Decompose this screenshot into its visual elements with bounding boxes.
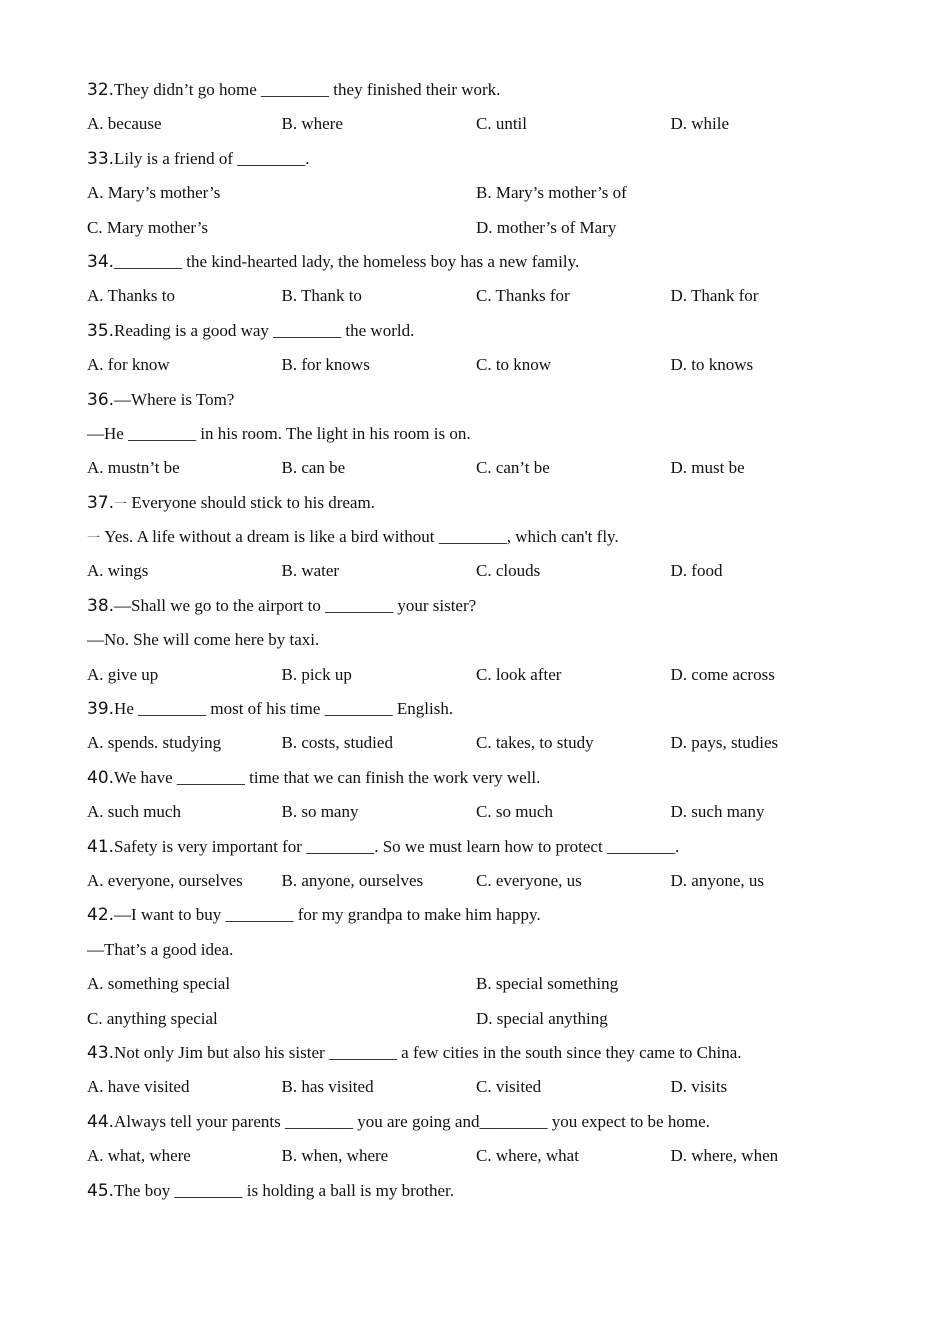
question-45	[87, 1174, 867, 1208]
question-32	[87, 73, 867, 142]
question-number: 35.	[87, 320, 115, 341]
question-38	[87, 589, 867, 692]
dialogue-dash: 一	[114, 496, 128, 512]
question-stem	[87, 830, 867, 864]
question-stem	[87, 589, 867, 623]
answer-option: C. look after	[476, 664, 562, 684]
stem-text: ________ the kind-hearted lady, the homeless boy has a new family.	[114, 251, 580, 271]
question-number: 43.	[87, 1042, 115, 1063]
question-number: 40.	[87, 767, 115, 788]
question-stem	[87, 1036, 867, 1070]
answer-option: D. to knows	[670, 355, 754, 375]
options-row	[87, 554, 867, 588]
question-39	[87, 692, 867, 761]
stem-text: —Shall we go to the airport to ________ your sister?	[114, 595, 477, 615]
answer-option: A. Thanks to	[87, 286, 175, 306]
stem-text: Safety is very important for ________. So we must learn how to protect ________.	[114, 836, 680, 856]
question-number: 41.	[87, 836, 115, 857]
question-number: 34.	[87, 251, 115, 272]
options-row	[87, 1139, 867, 1173]
question-number: 44.	[87, 1111, 115, 1132]
answer-option: A. something special	[87, 974, 231, 994]
question-44	[87, 1105, 867, 1174]
question-sheet	[87, 73, 867, 1208]
answer-option: B. anyone, ourselves	[281, 870, 424, 890]
answer-option: C. anything special	[87, 1008, 218, 1028]
question-stem-continued	[87, 417, 867, 451]
question-41	[87, 830, 867, 899]
answer-option: D. special anything	[476, 1008, 608, 1028]
question-number: 38.	[87, 595, 115, 616]
answer-option: D. pays, studies	[670, 733, 779, 753]
question-stem	[87, 142, 867, 176]
options-row	[87, 1070, 867, 1104]
options-row	[87, 451, 867, 485]
question-42	[87, 898, 867, 1036]
answer-option: C. takes, to study	[476, 733, 594, 753]
answer-option: D. must be	[670, 458, 745, 478]
answer-option: A. what, where	[87, 1146, 191, 1166]
answer-option: C. Thanks for	[476, 286, 570, 306]
answer-option: C. can’t be	[476, 458, 550, 478]
question-stem	[87, 761, 867, 795]
stem-text: We have ________ time that we can finish the work very well.	[114, 767, 541, 787]
answer-option: D. where, when	[670, 1146, 779, 1166]
question-number: 32.	[87, 80, 115, 100]
answer-option: D. anyone, us	[670, 870, 764, 890]
question-33	[87, 142, 867, 245]
answer-option: D. visits	[670, 1077, 728, 1097]
answer-option: B. so many	[281, 802, 359, 822]
answer-option: B. Thank to	[281, 286, 362, 306]
options-row	[87, 795, 867, 829]
stem-text: He ________ most of his time ________ English.	[114, 699, 454, 719]
options-row	[87, 864, 867, 898]
options-row	[87, 967, 867, 1001]
answer-option: D. food	[670, 561, 723, 581]
question-stem	[87, 1174, 867, 1208]
stem-text: Not only Jim but also his sister ________ a few cities in the south since they came to China.	[114, 1042, 742, 1062]
question-36	[87, 383, 867, 486]
question-37	[87, 486, 867, 589]
stem-text: —He ________ in his room. The light in his room is on.	[87, 423, 471, 443]
answer-option: B. Mary’s mother’s of	[476, 183, 627, 203]
answer-option: A. because	[87, 114, 162, 134]
question-number: 37.	[87, 492, 115, 513]
question-number: 45.	[87, 1180, 115, 1201]
stem-text: —That’s a good idea.	[87, 939, 234, 959]
question-43	[87, 1036, 867, 1105]
stem-text: Lily is a friend of ________.	[114, 148, 310, 168]
answer-option: B. for knows	[281, 355, 370, 375]
question-number: 42.	[87, 905, 115, 926]
answer-option: A. wings	[87, 561, 149, 581]
stem-text: They didn’t go home ________ they finished their work.	[114, 80, 501, 99]
answer-option: C. visited	[476, 1077, 542, 1097]
question-number: 39.	[87, 699, 115, 720]
stem-text: Always tell your parents ________ you are going and________ you expect to be home.	[114, 1111, 710, 1131]
answer-option: A. Mary’s mother’s	[87, 183, 221, 203]
answer-option: D. such many	[670, 802, 765, 822]
answer-option: B. when, where	[281, 1146, 389, 1166]
answer-option: D. mother’s of Mary	[476, 217, 617, 237]
question-stem	[87, 383, 867, 417]
question-34	[87, 245, 867, 314]
options-row	[87, 176, 867, 210]
stem-text: Yes. A life without a dream is like a bird without ________, which can't fly.	[100, 527, 619, 547]
dialogue-dash: 一	[87, 531, 101, 547]
answer-option: A. spends. studying	[87, 733, 222, 753]
question-40	[87, 761, 867, 830]
answer-option: D. while	[670, 114, 730, 134]
question-stem-continued	[87, 623, 867, 657]
answer-option: C. everyone, us	[476, 870, 582, 890]
question-stem	[87, 486, 867, 520]
question-35	[87, 314, 867, 383]
answer-option: A. everyone, ourselves	[87, 870, 243, 890]
stem-text: Reading is a good way ________ the world.	[114, 320, 415, 340]
answer-option: B. costs, studied	[281, 733, 393, 753]
question-number: 36.	[87, 389, 115, 410]
question-stem	[87, 245, 867, 279]
answer-option: D. Thank for	[670, 286, 759, 306]
answer-option: B. water	[281, 561, 340, 581]
options-row	[87, 1002, 867, 1036]
question-stem	[87, 314, 867, 348]
options-row	[87, 726, 867, 760]
answer-option: C. Mary mother’s	[87, 217, 209, 237]
stem-text: Everyone should stick to his dream.	[127, 492, 375, 512]
answer-option: B. pick up	[281, 664, 352, 684]
answer-option: A. such much	[87, 802, 181, 822]
options-row	[87, 348, 867, 382]
question-number: 33.	[87, 148, 115, 169]
answer-option: C. until	[476, 114, 528, 134]
answer-option: C. so much	[476, 802, 553, 822]
answer-option: D. come across	[670, 664, 775, 684]
answer-option: A. mustn’t be	[87, 458, 180, 478]
answer-option: C. where, what	[476, 1146, 579, 1166]
answer-option: A. for know	[87, 355, 170, 375]
answer-option: A. have visited	[87, 1077, 190, 1097]
answer-option: C. clouds	[476, 561, 541, 581]
answer-option: B. where	[281, 114, 343, 134]
answer-option: B. special something	[476, 974, 619, 994]
options-row	[87, 279, 867, 313]
question-stem	[87, 692, 867, 726]
options-row	[87, 107, 867, 141]
answer-option: C. to know	[476, 355, 552, 375]
options-row	[87, 658, 867, 692]
question-stem	[87, 73, 867, 107]
stem-text: —No. She will come here by taxi.	[87, 630, 320, 650]
question-stem-continued	[87, 933, 867, 967]
question-stem-continued	[87, 520, 867, 554]
answer-option: A. give up	[87, 664, 159, 684]
answer-option: B. can be	[281, 458, 346, 478]
stem-text: —I want to buy ________ for my grandpa to make him happy.	[114, 905, 541, 925]
options-row	[87, 211, 867, 245]
stem-text: The boy ________ is holding a ball is my brother.	[114, 1180, 455, 1200]
question-stem	[87, 1105, 867, 1139]
question-stem	[87, 898, 867, 932]
stem-text: —Where is Tom?	[114, 389, 235, 409]
answer-option: B. has visited	[281, 1077, 374, 1097]
